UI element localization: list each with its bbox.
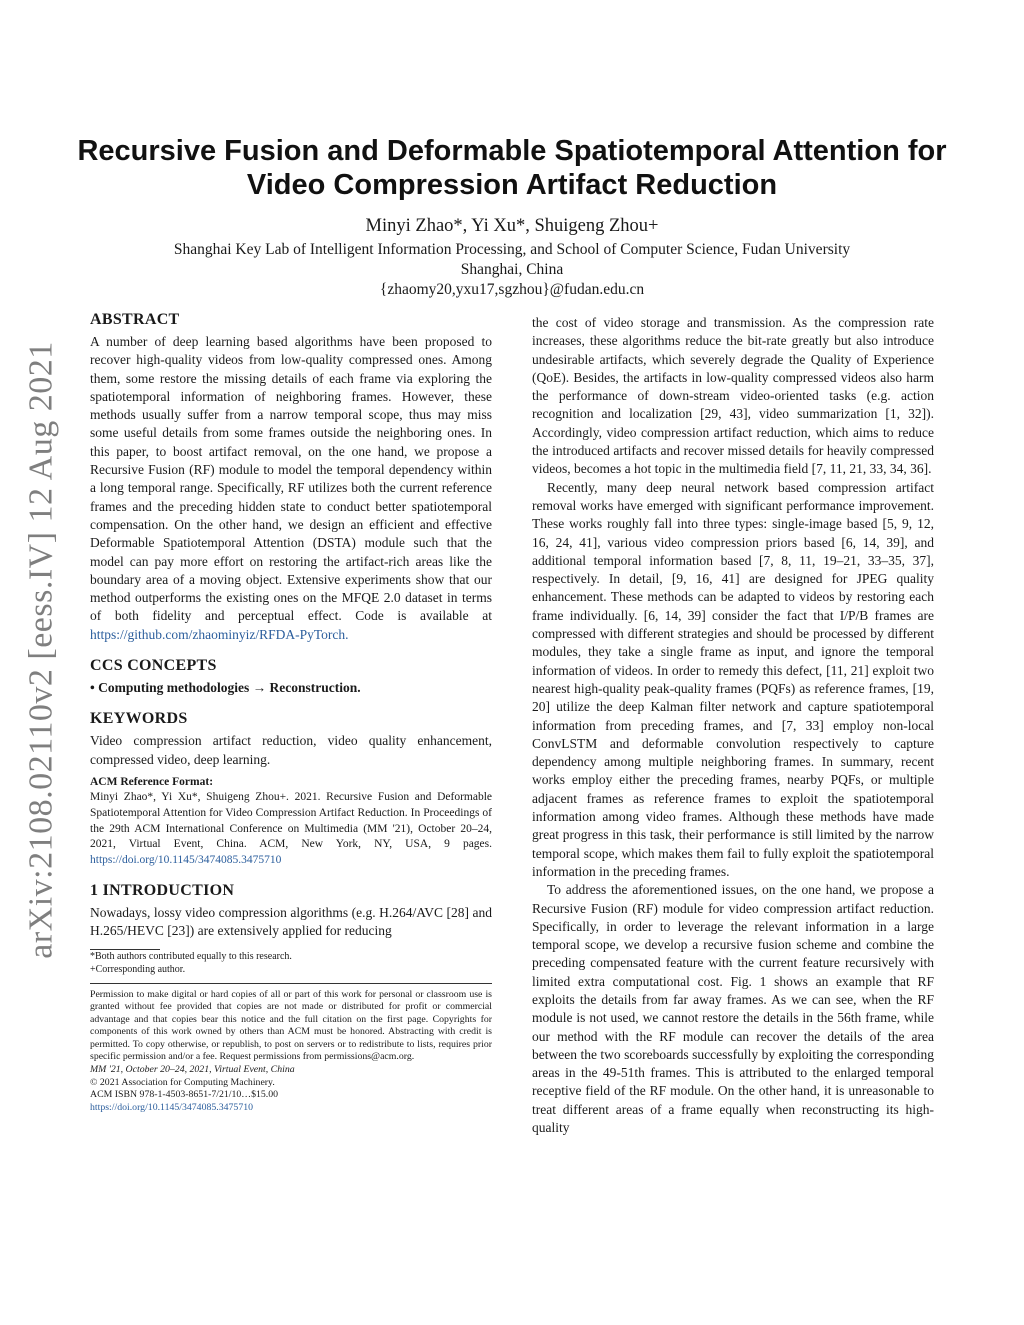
abstract-text: A number of deep learning based algorithms have been proposed to recover high-quality videos from low-quality compressed ones. Among them, some restore the missing details of each frame via exploring the spatiotemporal information of neighboring frames. However, these methods usually suffer from a narrow temporal scope, thus may miss some useful details from some frames outside the neighboring ones. In this paper, to boost artifact removal, on the one hand, we propose a Recursive Fusion (RF) module to model the temporal dependency within a long temporal range. Specifically, RF utilizes both the current reference frames and the preceding hidden state to conduct better spatiotemporal compensation. On the other hand, we design an efficient and effective Deformable Spatiotemporal Attention (DSTA) module such that the model can pay more effort on restoring the artifact-rich areas like the boundary area of a moving object. Extensive experiments show that our method outperforms the existing ones on the MFQE 2.0 dataset in terms of both fidelity and perceptual effect. Code is available at — [90, 334, 492, 624]
intro-paragraph-2: Recently, many deep neural network based compression artifact removal works have emerged with significant performance improvement. These works roughly fall into three types: single-image based [5, 9, 12, 16, 24, 41], various video compression priors based [6, 14, 39], and additional temporal information based [7, 8, 11, 19–21, 33–35, 37], respectively. In detail, [9, 16, 41] are designed for JPEG quality enhancement. These methods can be adapted to videos by restoring each frame individually. [6, 14, 39] consider the fact that I/P/B frames are compressed with different strategies and should be processed by different modules, they take a single frame as input, and ignore the temporal information of videos. In order to remedy this defect, [11, 21] exploit two nearest high-quality peak-quality frames (PQFs) as reference frames, [19, 20] utilize the deep Kalman filter network and capture spatiotemporal information from preceding frames, and [7, 33] employ non-local ConvLSTM and deformable convolution respectively to capture dependency among multiple neighboring frames. In summary, recent works employ either the preceding frames, nearby PQFs, or multiple adjacent frames as reference frames to exploit the spatiotemporal information among video frames. Although these methods have made great progress in this task, their performance is still limited by the narrow temporal scope, which makes them fail to fully exploit the spatiotemporal information in the preceding frames. — [532, 479, 934, 879]
permission-text: Permission to make digital or hard copies of all or part of this work for personal or classroom use is granted without fee provided that copies are not made or distributed for profit or commercial advantage and that copies bear this notice and the full citation on the first page. Copyrights for components of this work owned by others than ACM must be honored. Abstracting with credit is permitted. To copy otherwise, or republish, to post on servers or to redistribute to lists, requires prior specific permission and/or a fee. Request permissions from permissions@acm.org. — [90, 988, 492, 1063]
intro-left-text: Nowadays, lossy video compression algorithms (e.g. H.264/AVC [28] and H.265/HEVC [23]) are extensively applied for reducing — [90, 904, 492, 939]
acm-ref-text: Minyi Zhao*, Yi Xu*, Shuigeng Zhou+. 2021. Recursive Fusion and Deformable Spatiotemporal Attention for Video Compression Artifact Reduction. In Proceedings of the 29th ACM International Conference on Multimedia (MM '21), October 20–24, 2021, Virtual Event, China. ACM, New York, NY, USA, 9 pages. — [90, 790, 492, 851]
affiliation-block — [60, 240, 964, 300]
paper-title — [60, 134, 964, 202]
permission-rule — [90, 983, 492, 984]
right-column — [532, 314, 934, 1137]
intro-paragraph-1: the cost of video storage and transmission. As the compression rate increases, these algorithms reduce the bit-rate greatly but also introduce undesirable artifacts, which severely degrade the Quality of Experience (QoE). Besides, the artifacts in low-quality compressed videos also harm the performance of down-stream video-oriented tasks (e.g. action recognition and localization [29, 43], video summarization [1, 32]). Accordingly, video compression artifact reduction, which aims to reduce the introduced artifacts and recover missed details for heavily compressed videos, becomes a hot topic in the multimedia field [7, 11, 21, 33, 34, 36]. — [532, 315, 934, 477]
isbn-line: ACM ISBN 978-1-4503-8651-7/21/10…$15.00 — [90, 1089, 279, 1101]
abstract-body — [90, 333, 492, 644]
intro-paragraph-3: To address the aforementioned issues, on the one hand, we propose a Recursive Fusion (RF) module for video compression artifact reduction. Specifically, in order to leverage the relevant information in a large temporal scope, we develop a recursive fusion scheme and combine the preceding compensated feature with the current feature recursively with limited extra computational cost. Fig. 1 shows an example that RF exploits the details from far away frames. As we can see, when the RF module is not used, we cannot restore the details in the 56th frame, while our method with the RF module can recover the details of the area between the two scoreboards successfully by exploiting the corresponding areas in the 49-51th frames. This is attributed to the enlarged temporal receptive field of the RF module. On the other hand, it is unreasonable to treat different areas of a frame equally when reconstructing its high-quality — [532, 882, 934, 1136]
ccs-heading: CCS CONCEPTS — [90, 657, 217, 675]
abstract-heading: ABSTRACT — [90, 311, 180, 328]
acm-ref-heading: ACM Reference Format: — [90, 775, 214, 788]
arxiv-identifier: arXiv:2108.02110v2 [eess.IV] 12 Aug 2021 — [23, 341, 61, 959]
copyright-line: © 2021 Association for Computing Machinery. — [90, 1076, 275, 1088]
authors: Minyi Zhao*, Yi Xu*, Shuigeng Zhou+ — [365, 216, 659, 236]
title-line-1: Recursive Fusion and Deformable Spatiotemporal Attention for — [77, 135, 947, 167]
permission-block — [90, 989, 492, 1115]
code-link[interactable]: https://github.com/zhaominyiz/RFDA-PyTorch. — [90, 626, 349, 642]
intro-heading: 1 INTRODUCTION — [90, 881, 235, 899]
conference-line: MM '21, October 20–24, 2021, Virtual Event, China — [90, 1064, 295, 1076]
footnote-corresponding: +Corresponding author. — [90, 963, 186, 975]
location: Shanghai, China — [460, 261, 564, 278]
acm-ref-doi-link[interactable]: https://doi.org/10.1145/3474085.3475710 — [90, 854, 282, 867]
keywords-text: Video compression artifact reduction, video quality enhancement, compressed video, deep learning. — [90, 733, 492, 767]
doi-link[interactable]: https://doi.org/10.1145/3474085.3475710 — [90, 1101, 254, 1113]
affiliation: Shanghai Key Lab of Intelligent Information Processing, and School of Computer Science, Fudan University — [173, 241, 851, 258]
keywords-heading: KEYWORDS — [90, 710, 188, 728]
email: {zhaomy20,yxu17,sgzhou}@fudan.edu.cn — [379, 281, 645, 298]
title-line-2: Video Compression Artifact Reduction — [246, 169, 778, 201]
left-column — [90, 310, 492, 1114]
acm-ref-body — [90, 790, 492, 869]
footnote-equal-contribution: *Both authors contributed equally to this research. — [90, 950, 292, 962]
ccs-text: • Computing methodologies → Reconstruction. — [90, 680, 361, 696]
